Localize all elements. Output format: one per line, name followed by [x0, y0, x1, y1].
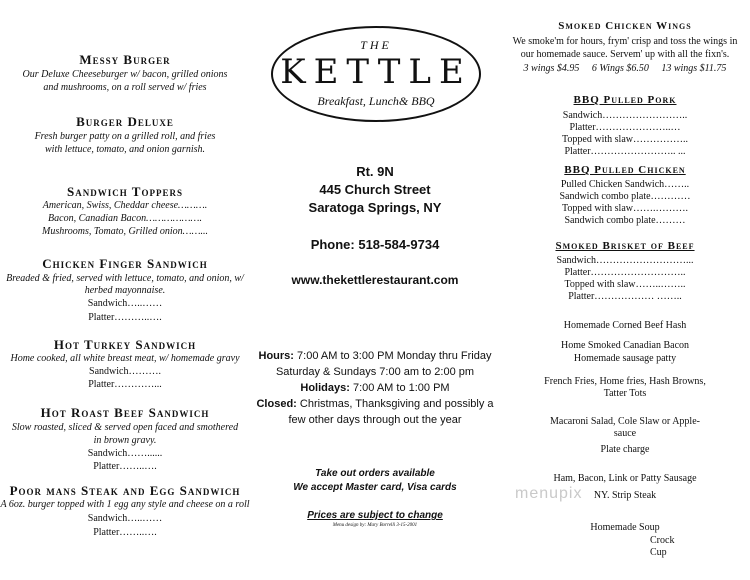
holidays-line — [250, 382, 500, 394]
middle-panel — [250, 0, 500, 580]
burger-deluxe-desc-2: with lettuce, tomato, and onion garnish. — [45, 144, 205, 155]
hot-turkey-sandwich: Sandwich………. — [89, 366, 161, 377]
kettle-logo — [271, 26, 481, 122]
hot-turkey-platter: Platter…………... — [88, 379, 162, 390]
closed-line-2: few other days through out the year — [288, 414, 462, 426]
brisket-platter: Platter……………………….. — [564, 267, 686, 278]
chicken-combo: Sandwich combo plate………… — [559, 191, 691, 202]
roast-beef-title: Hot Roast Beef Sandwich — [40, 405, 210, 420]
fries-line-2: Tatter Tots — [603, 388, 647, 399]
homemade-soup: Homemade Soup — [590, 522, 660, 533]
left-panel — [0, 0, 250, 580]
toppers-line-3: Mushrooms, Tomato, Grilled onion……... — [42, 226, 208, 237]
pork-platter: Platter…………………..… — [569, 122, 681, 133]
hours-line — [250, 350, 500, 362]
brisket-slaw: Topped with slaw……..…….. — [564, 279, 686, 290]
pork-platter-2: Platter…………………….. ... — [564, 146, 686, 157]
sausage-patty: Homemade sausage patty — [573, 353, 677, 364]
chicken-finger-desc: Breaded & fried, served with lettuce, tomato, and onion, w/ — [6, 273, 244, 284]
salad-line: Macaroni Salad, Cole Slaw or Apple- — [550, 416, 700, 427]
wings-desc: We smoke'm for hours, frym' crisp and toss the wings in — [512, 36, 738, 47]
roast-beef-desc: Slow roasted, sliced & served open faced and smothered — [11, 422, 239, 433]
logo-subtitle: Breakfast, Lunch& BBQ — [317, 94, 435, 108]
website-link[interactable]: www.thekettlerestaurant.com — [291, 273, 459, 287]
chicken-finger-desc-2: herbed mayonnaise. — [84, 285, 166, 296]
roast-beef-platter: Platter……..…. — [93, 461, 157, 472]
holidays-label: Holidays: — [300, 382, 350, 394]
hours-text: 7:00 AM to 3:00 PM Monday thru Friday — [297, 350, 492, 362]
poor-mans-sandwich: Sandwich…..…… — [87, 513, 163, 524]
chicken-combo-2: Sandwich combo plate……… — [564, 215, 686, 226]
prices-subject-note: Prices are subject to change — [307, 510, 443, 521]
logo-name: KETTLE — [280, 52, 472, 92]
burger-deluxe-title: Burger Deluxe — [76, 114, 174, 129]
chicken-slaw: Topped with slaw…….………. — [562, 203, 688, 214]
chicken-finger-sandwich: Sandwich…..…… — [87, 298, 163, 309]
roast-beef-sandwich: Sandwich……...... — [87, 448, 163, 459]
messy-burger-desc-2: and mushrooms, on a roll served w/ fries — [43, 82, 207, 93]
wings-title: Smoked Chicken Wings — [558, 20, 692, 32]
brisket-platter-2: Platter……………… …….. — [568, 291, 682, 302]
pork-sandwich: Sandwich…………………….. — [562, 110, 688, 121]
hours-label: Hours: — [258, 350, 294, 362]
soup-crock: Crock — [650, 535, 675, 546]
logo-the: THE — [360, 38, 392, 52]
closed-line — [250, 398, 500, 410]
brisket-title: Smoked Brisket of Beef — [555, 240, 695, 252]
messy-burger-desc: Our Deluxe Cheeseburger w/ bacon, grilled onions — [22, 69, 228, 80]
poor-mans-platter: Platter……..…. — [93, 527, 157, 538]
menupix-watermark: menupix — [515, 485, 583, 502]
soup-cup: Cup — [650, 547, 667, 558]
toppers-line-2: Bacon, Canadian Bacon………………. — [48, 213, 202, 224]
strip-steak: NY. Strip Steak — [593, 490, 657, 501]
plate-charge: Plate charge — [600, 444, 650, 455]
holidays-text: 7:00 AM to 1:00 PM — [352, 382, 450, 394]
address-line-2: 445 Church Street — [319, 182, 431, 197]
chicken-finger-platter: Platter………..…. — [88, 312, 162, 323]
phone-number: Phone: 518-584-9734 — [310, 237, 440, 252]
wings-desc-2: our homemade sauce. Servem' up with all the fixn's. — [520, 49, 730, 60]
poor-mans-title: Poor mans Steak and Egg Sandwich — [9, 483, 241, 498]
address-line-1: Rt. 9N — [356, 164, 394, 179]
pulled-pork-title: BBQ Pulled Pork — [573, 94, 677, 106]
takeout-note: Take out orders available — [315, 468, 435, 479]
canadian-bacon: Home Smoked Canadian Bacon — [560, 340, 690, 351]
weekend-hours: Saturday & Sundays 7:00 am to 2:00 pm — [275, 366, 475, 378]
brisket-sandwich: Sandwich………………………... — [556, 255, 694, 266]
messy-burger-title: Messy Burger — [79, 52, 171, 67]
cards-note: We accept Master card, Visa cards — [293, 482, 457, 493]
closed-text: Christmas, Thanksgiving and possibly a — [299, 398, 494, 410]
corned-beef-hash: Homemade Corned Beef Hash — [563, 320, 687, 331]
hot-turkey-desc: Home cooked, all white breast meat, w/ homemade gravy — [10, 353, 240, 364]
address-line-3: Saratoga Springs, NY — [308, 200, 442, 215]
chicken-sandwich: Pulled Chicken Sandwich…….. — [560, 179, 690, 190]
toppers-line-1: American, Swiss, Cheddar cheese………. — [42, 200, 208, 211]
sandwich-toppers-title: Sandwich Toppers — [67, 184, 183, 199]
breakfast-meats: Ham, Bacon, Link or Patty Sausage — [553, 473, 697, 484]
poor-mans-desc: A 6oz. burger topped with 1 egg any style and cheese on a roll — [0, 499, 250, 510]
design-credit: Menu design by: Mary Borrelli 3-15-2001 — [332, 523, 418, 528]
hot-turkey-title: Hot Turkey Sandwich — [53, 337, 197, 352]
burger-deluxe-desc: Fresh burger patty on a grilled roll, and fries — [34, 131, 216, 142]
wings-prices: 3 wings $4.95 6 Wings $6.50 13 wings $11.75 — [523, 63, 727, 74]
pulled-chicken-title: BBQ Pulled Chicken — [564, 164, 686, 176]
pork-slaw: Topped with slaw…………….. — [562, 134, 688, 145]
salad-line-2: sauce — [613, 428, 637, 439]
roast-beef-desc-2: in brown gravy. — [93, 435, 157, 446]
fries-line: French Fries, Home fries, Hash Browns, — [544, 376, 706, 387]
chicken-finger-title: Chicken Finger Sandwich — [42, 256, 208, 271]
closed-label: Closed: — [256, 398, 297, 410]
